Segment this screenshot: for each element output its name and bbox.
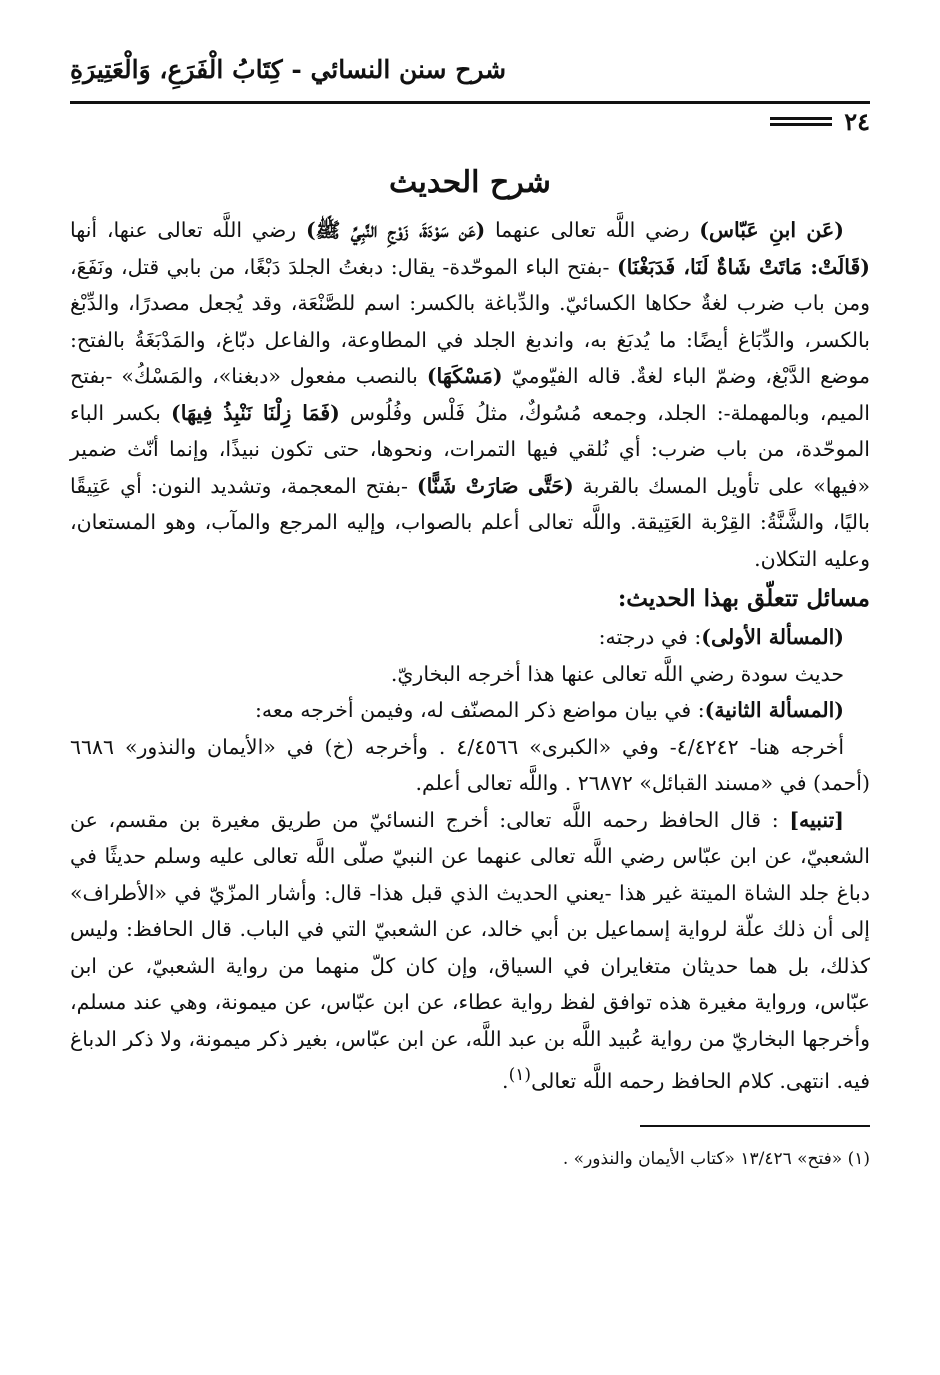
tanbih-text: : قال الحافظ رحمه اللَّه تعالى: أخرج النسائيّ من طريق مغيرة بن مقسم، عن الشعبيّ، عن ابن عبّاس رضي اللَّه تعالى عنهما عن النبيّ صلّى اللَّه تعالى عليه وسلم حديثًا في دباغ جلد الشاة الميتة غير هذا -يعني الحديث الذي قبل هذا- قال: وأشار المزّيّ في «الأطراف» إلى أن ذلك علّة لرواية إسماعيل بن أبي خالد، عن الشعبيّ التي في الباب. قال الحافظ: وليس كذلك، بل هما حديثان متغايران في السياق، وإن كان كلّ منهما من رواية الشعبيّ، عن ابن عبّاس، ورواية مغيرة هذه توافق لفظ رواية عطاء، عن ابن عبّاس، عن ميمونة، وهي عند مسلم، وأخرجها البخاريّ من رواية عُبيد اللَّه بن عبد اللَّه، عن ابن عبّاس، بغير ذكر ميمونة، ولا ذكر الدباغ فيه. انتهى. كلام الحافظ رحمه اللَّه تعالى bbox=[70, 807, 870, 1093]
tanbih-end: . bbox=[502, 1068, 509, 1093]
issues-heading: مسائل تتعلّق بهذا الحديث: bbox=[617, 585, 870, 612]
hadith-span: (عَن سَوْدَةَ، زَوْجِ النَّبِيِّ ﷺ) bbox=[305, 218, 486, 242]
tanbih-label: [تنبيه] bbox=[789, 807, 844, 832]
hadith-span: (فَمَا زِلْنَا نَنْبِذُ فِيهَا) bbox=[171, 400, 340, 425]
page-number-row bbox=[70, 97, 870, 141]
footnote-rule bbox=[640, 1125, 870, 1127]
issue-text: : في بيان مواضع ذكر المصنّف له، وفيمن أخرجه معه: bbox=[254, 698, 705, 722]
commentary-span: -بفتح المعجمة، وتشديد النون: أي عَتِيقًا باليًا، والشَّنَّةُ: القِرْبة العَتِيقة. واللَّه تعالى أعلم بالصواب، وإليه المرجع والمآب، وهو المستعان، وعليه التكلان. bbox=[70, 473, 870, 571]
running-header bbox=[70, 55, 870, 97]
commentary-span: رضي اللَّه تعالى عنهما bbox=[485, 218, 700, 242]
issue-text: : في درجته: bbox=[598, 625, 702, 649]
commentary-span: بكسر الباء الموحّدة، من باب ضرب: أي نُلقي فيها التمرات، ونحوها، حتى تكون نبيذًا، وإنما أنّث ضمير «فيها» على تأويل المسك بالقربة bbox=[70, 400, 871, 498]
section-title: شرح الحديث bbox=[389, 165, 551, 200]
issue-one-body: حديث سودة رضي اللَّه تعالى عنها هذا أخرجه البخاريّ. bbox=[390, 661, 844, 686]
page-number-text: ٢٤ bbox=[844, 107, 870, 136]
issue-one-heading bbox=[70, 619, 870, 656]
tanbih-paragraph bbox=[70, 802, 870, 1100]
hadith-span: (مَسْكَهَا) bbox=[426, 364, 503, 388]
footnote: (١) «فتح» ١٣/٤٢٦ «كتاب الأيمان والنذور» . bbox=[562, 1149, 870, 1170]
paragraph-commentary bbox=[70, 212, 870, 577]
issue-label: (المسألة الأولى) bbox=[701, 625, 844, 649]
commentary-span: -بفتح الباء الموحّدة- يقال: دبغتُ الجلدَ دَبْغًا، من بابي قتل، ونَفَعَ، ومن باب ضرب لغةٌ حكاها الكسائيّ. والدِّباغة بالكسر: اسم للصَّنْعَة، وقد يُجعل مصدرًا، والدِّبْغ بالكسر، والدِّبَاغ أيضًا: ما يُدبَغ به، واندبغ الجلد في المطاوعة، والفاعل دبّاغ، والمَدْبَغَةُ بالفتح: موضع الدَّبْغ، وضمّ الباء لغةٌ. قاله الفيّوميّ bbox=[70, 254, 870, 388]
page bbox=[70, 55, 870, 1345]
commentary-span: بالنصب مفعول «دبغنا»، والمَسْكُ» -بفتح الميم، وبالمهملة-: الجلد، وجمعه مُسُوكٌ، مثلُ فَلْس وفُلُوس bbox=[70, 364, 871, 425]
issue-two-heading bbox=[70, 692, 870, 729]
commentary-span: رضي اللَّه تعالى عنها، أنها bbox=[70, 218, 306, 242]
hadith-span: (قَالَتْ: مَاتَتْ شَاةٌ لَنَا، فَدَبَغْنَا) bbox=[616, 254, 871, 279]
page-number-bars bbox=[770, 117, 832, 126]
hadith-span: (حَتَّى صَارَتْ شَنًّا) bbox=[416, 473, 574, 498]
running-title: شرح سنن النسائي - كِتَابُ الْفَرَعِ، وَالْعَتِيرَةِ bbox=[70, 55, 507, 84]
page-number bbox=[770, 107, 870, 136]
hadith-span: (عَن ابنِ عَبّاس) bbox=[699, 218, 844, 242]
issue-two-body: أخرجه هنا- ٤/٤٢٤٢- وفي «الكبرى» ٤/٤٥٦٦ . وأخرجه (خ) في «الأيمان والنذور» ٦٦٨٦ (أحمد) في «مسند القبائل» ٢٦٨٧٢ . واللَّه تعالى أعلم. bbox=[70, 734, 870, 795]
footnote-ref: (١) bbox=[508, 1065, 532, 1085]
body-text bbox=[70, 212, 870, 1099]
issue-label: (المسألة الثانية) bbox=[704, 698, 844, 722]
